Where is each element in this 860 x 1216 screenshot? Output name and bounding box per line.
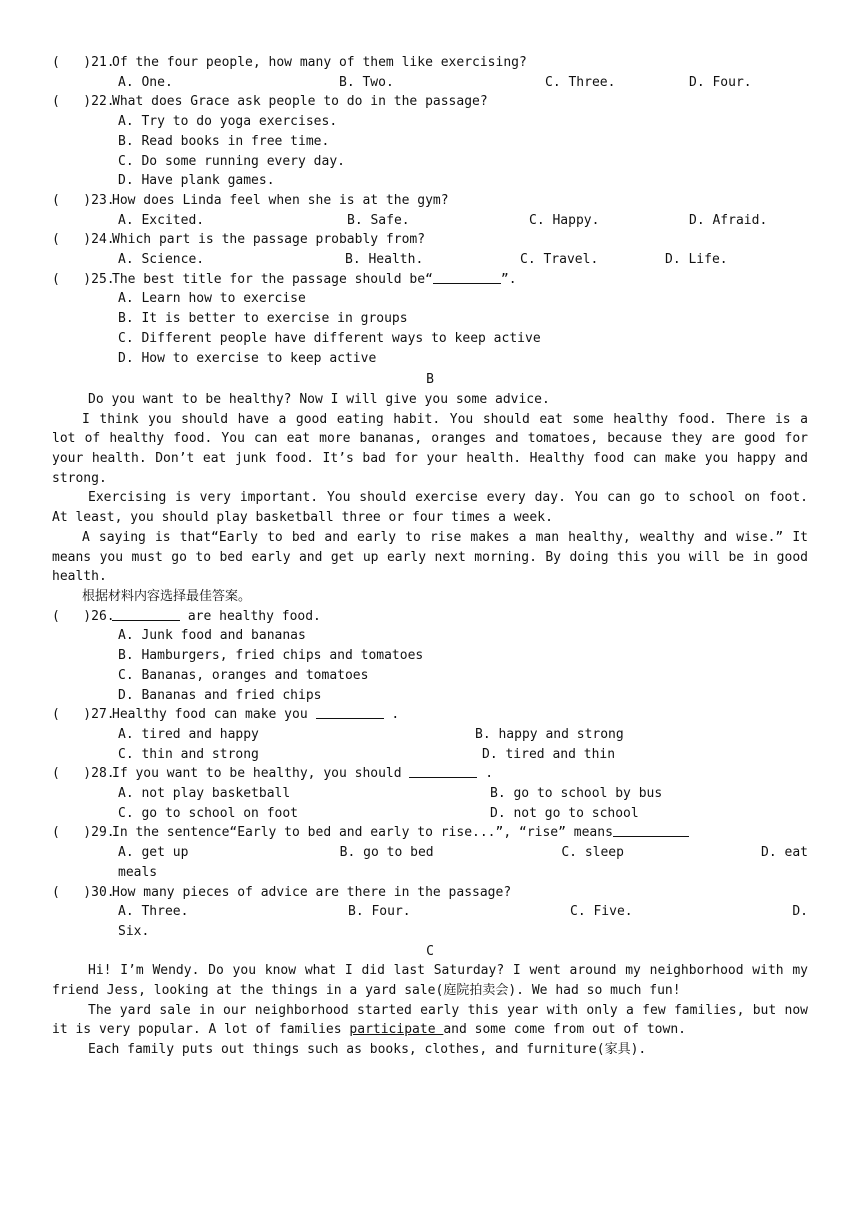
option-a: A. get up	[118, 845, 189, 861]
option-d: D. Afraid.	[689, 212, 768, 228]
question-23	[52, 191, 808, 211]
question-text-start: If you want to be healthy, you should	[112, 766, 410, 782]
chinese-gloss: 家具	[604, 1042, 631, 1058]
answer-blank[interactable]	[316, 705, 384, 719]
question-number: ( )29.	[52, 825, 115, 841]
passage-c-paragraph-2	[52, 1001, 808, 1040]
underlined-word: participate	[349, 1022, 444, 1038]
option-a: A. Learn how to exercise	[118, 291, 306, 307]
option-c: C. Different people have different ways to keep active	[118, 330, 541, 346]
question-number: ( )21.	[52, 55, 115, 70]
question-text: How many pieces of advice are there in the passage?	[112, 884, 512, 900]
option-d: D. not go to school	[490, 805, 639, 821]
question-27	[52, 705, 808, 725]
option-c: C. Happy.	[529, 212, 600, 228]
question-21	[52, 53, 808, 73]
text: Hi! I’m Wendy. Do you know what I did last Saturday? I went around my neighborhood with my friend Jess, looking at the things in a yard sale(	[52, 963, 808, 999]
chinese-gloss: 庭院拍卖会	[443, 983, 509, 999]
options-row	[52, 73, 808, 93]
text: ).	[630, 1042, 647, 1058]
question-text-start: The best title for the passage should be“	[112, 271, 433, 287]
option-c: C. Bananas, oranges and tomatoes	[118, 667, 369, 683]
option-b: B. Read books in free time.	[118, 133, 330, 149]
option-c: C. Travel.	[520, 252, 599, 268]
question-number: ( )30.	[52, 884, 115, 900]
question-text-end: ”.	[500, 271, 517, 287]
option-b: B. Four.	[348, 904, 411, 920]
question-28	[52, 764, 808, 784]
answer-blank[interactable]	[409, 764, 477, 778]
options-row	[52, 250, 808, 270]
options-row	[52, 725, 808, 745]
passage-b-paragraph-4: A saying is that“Early to bed and early to rise makes a man healthy, wealthy and wise.” It means you must go to bed early and get up early next morning. By doing this you will be in good health.	[52, 529, 808, 585]
options-row	[52, 211, 808, 231]
option-a: A. Excited.	[118, 212, 205, 228]
section-c-heading: C	[426, 943, 434, 959]
option-b: B. go to school by bus	[490, 786, 663, 802]
option-a: A. not play basketball	[118, 786, 291, 802]
option-c: C. sleep	[561, 845, 624, 861]
question-25	[52, 270, 808, 290]
option-c: C. Three.	[545, 74, 616, 90]
question-text: Of the four people, how many of them like exercising?	[112, 55, 527, 70]
options-row	[52, 843, 808, 863]
option-b: B. It is better to exercise in groups	[118, 311, 408, 327]
option-d-wrap: Six.	[118, 923, 150, 939]
question-number: ( )22.	[52, 94, 115, 110]
option-d: D. How to exercise to keep active	[118, 350, 377, 366]
section-b-heading: B	[426, 372, 434, 388]
worksheet-page	[52, 53, 808, 1060]
question-text: are healthy food.	[180, 608, 321, 624]
option-d: D. Bananas and fried chips	[118, 687, 322, 703]
question-text: How does Linda feel when she is at the gym?	[112, 192, 449, 208]
option-c: C. go to school on foot	[118, 805, 299, 821]
question-text-end: .	[383, 707, 400, 723]
option-c: C. thin and strong	[118, 746, 259, 762]
question-number: ( )25.	[52, 271, 115, 287]
question-26	[52, 607, 808, 627]
option-a: A. Try to do yoga exercises.	[118, 114, 338, 130]
question-24	[52, 230, 808, 250]
question-number: ( )23.	[52, 192, 115, 208]
option-d: D. Four.	[689, 74, 752, 90]
option-b: B. happy and strong	[475, 726, 624, 742]
passage-c-paragraph-3	[52, 1040, 808, 1060]
question-text: What does Grace ask people to do in the passage?	[112, 94, 488, 110]
text: Each family puts out things such as books, clothes, and furniture(	[88, 1042, 605, 1058]
option-b: B. Health.	[345, 252, 424, 268]
passage-b-paragraph-3: Exercising is very important. You should exercise every day. You can go to school on foot. At least, you should play basketball three or four times a week.	[52, 490, 808, 526]
instruction: 根据材料内容选择最佳答案。	[82, 588, 252, 604]
option-b: B. Safe.	[347, 212, 410, 228]
option-a: A. One.	[118, 74, 173, 90]
option-c: C. Do some running every day.	[118, 153, 345, 169]
option-b: B. Hamburgers, fried chips and tomatoes	[118, 648, 424, 664]
option-a: A. Junk food and bananas	[118, 628, 306, 644]
answer-blank[interactable]	[112, 607, 180, 621]
question-number: ( )28.	[52, 766, 115, 782]
question-text: Which part is the passage probably from?	[112, 232, 426, 248]
question-text-end: .	[477, 766, 494, 782]
option-a: A. tired and happy	[118, 726, 259, 742]
question-number: ( )27.	[52, 707, 115, 723]
option-b: B. go to bed	[339, 845, 434, 861]
question-29	[52, 823, 808, 843]
options-row	[52, 745, 808, 765]
options-row	[52, 784, 808, 804]
question-30	[52, 883, 808, 903]
answer-blank[interactable]	[613, 823, 689, 837]
option-a: A. Three.	[118, 904, 189, 920]
option-d: D. Have plank games.	[118, 173, 275, 189]
question-number: ( )24.	[52, 232, 115, 248]
option-b: B. Two.	[339, 74, 394, 90]
question-22	[52, 92, 808, 112]
text: and some come from out of town.	[443, 1022, 686, 1038]
options-row	[52, 804, 808, 824]
option-d: D. tired and thin	[482, 746, 616, 762]
text: ). We had so much fun!	[508, 983, 681, 999]
question-number: ( )26.	[52, 608, 115, 624]
passage-c-paragraph-1	[52, 961, 808, 1000]
text: The yard sale in our neighborhood started early this year with only a few families, but now it is very popular. A lot of families	[52, 1002, 808, 1038]
passage-b-paragraph-1: Do you want to be healthy? Now I will give you some advice.	[88, 391, 550, 407]
option-d: D. Life.	[665, 252, 728, 268]
question-text-start: Healthy food can make you	[112, 707, 316, 723]
option-a: A. Science.	[118, 252, 205, 268]
option-d: D.	[792, 904, 808, 920]
option-d: D. eat	[761, 845, 809, 861]
question-text: In the sentence“Early to bed and early to rise...”, “rise” means	[112, 825, 613, 841]
options-row	[52, 902, 808, 922]
answer-blank[interactable]	[433, 270, 501, 284]
option-c: C. Five.	[570, 904, 633, 920]
option-d-wrap: meals	[118, 864, 158, 880]
passage-b-paragraph-2: I think you should have a good eating habit. You should eat some healthy food. There is a lot of healthy food. You can eat more bananas, oranges and tomatoes, because they are good for your health. Don’t eat junk food. It’s bad for your health. Healthy food can make you happy and strong.	[52, 411, 808, 486]
